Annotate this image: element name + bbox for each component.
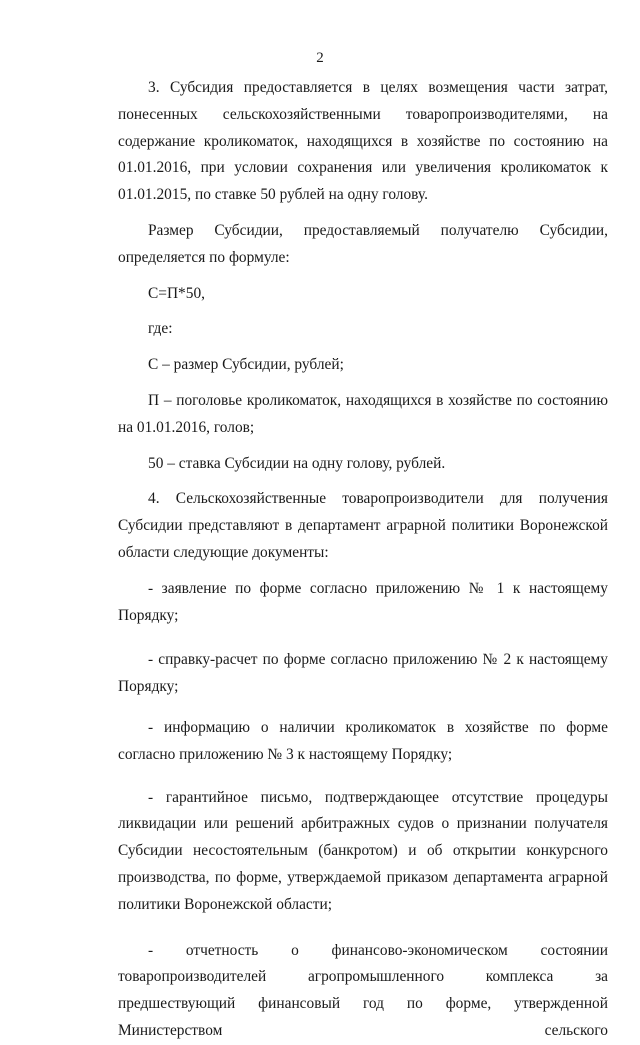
formula-where: где: <box>148 320 173 338</box>
formula-term-c: С – размер Субсидии, рублей; <box>148 356 344 374</box>
formula: С=П*50, <box>148 284 205 302</box>
list-item-application: - заявление по форме согласно приложению № 1 к настоящему Порядку; <box>118 579 608 624</box>
paragraph-3-purpose: 3. Субсидия предоставляется в целях возмещения части затрат, понесенных сельскохозяйственными товаропроизводителями, на содержание кроликоматок, находящихся в хозяйстве по состоянию на 01.01.2016, при условии сохранения или увеличения кроликоматок к 01.01.2015, по ставке 50 рублей на одну голову. <box>118 79 608 204</box>
list-item-calculation: - справку-расчет по форме согласно приложению № 2 к настоящему Порядку; <box>118 651 608 696</box>
list-item-information: - информацию о наличии кроликоматок в хозяйстве по форме согласно приложению № 3 к настоящему Порядку; <box>118 718 608 763</box>
formula-term-50: 50 – ставка Субсидии на одну голову, рублей. <box>148 454 446 472</box>
paragraph-4-documents: 4. Сельскохозяйственные товаропроизводители для получения Субсидии представляют в департамент аграрной политики Воронежской области следующие документы: <box>118 490 608 561</box>
document-body <box>118 75 608 1045</box>
paragraph-subsidy-size: Размер Субсидии, предоставляемый получателю Субсидии, определяется по формуле: <box>118 221 608 266</box>
page-number: 2 <box>316 50 324 66</box>
list-item-financial-report: - отчетность о финансово-экономическом состоянии товаропроизводителей агропромышленного комплекса за предшествующий финансовый год по форме, утвержденной Министерством сельского <box>118 941 608 1039</box>
formula-term-p: П – поголовье кроликоматок, находящихся в хозяйстве по состоянию на 01.01.2016, голов; <box>118 391 608 436</box>
list-item-guarantee-letter: - гарантийное письмо, подтверждающее отсутствие процедуры ликвидации или решений арбитражных судов о признании получателя Субсидии несостоятельным (банкротом) и об открытии конкурсного производства, по форме, утверждаемой приказом департамента аграрной политики Воронежской области; <box>118 788 608 913</box>
